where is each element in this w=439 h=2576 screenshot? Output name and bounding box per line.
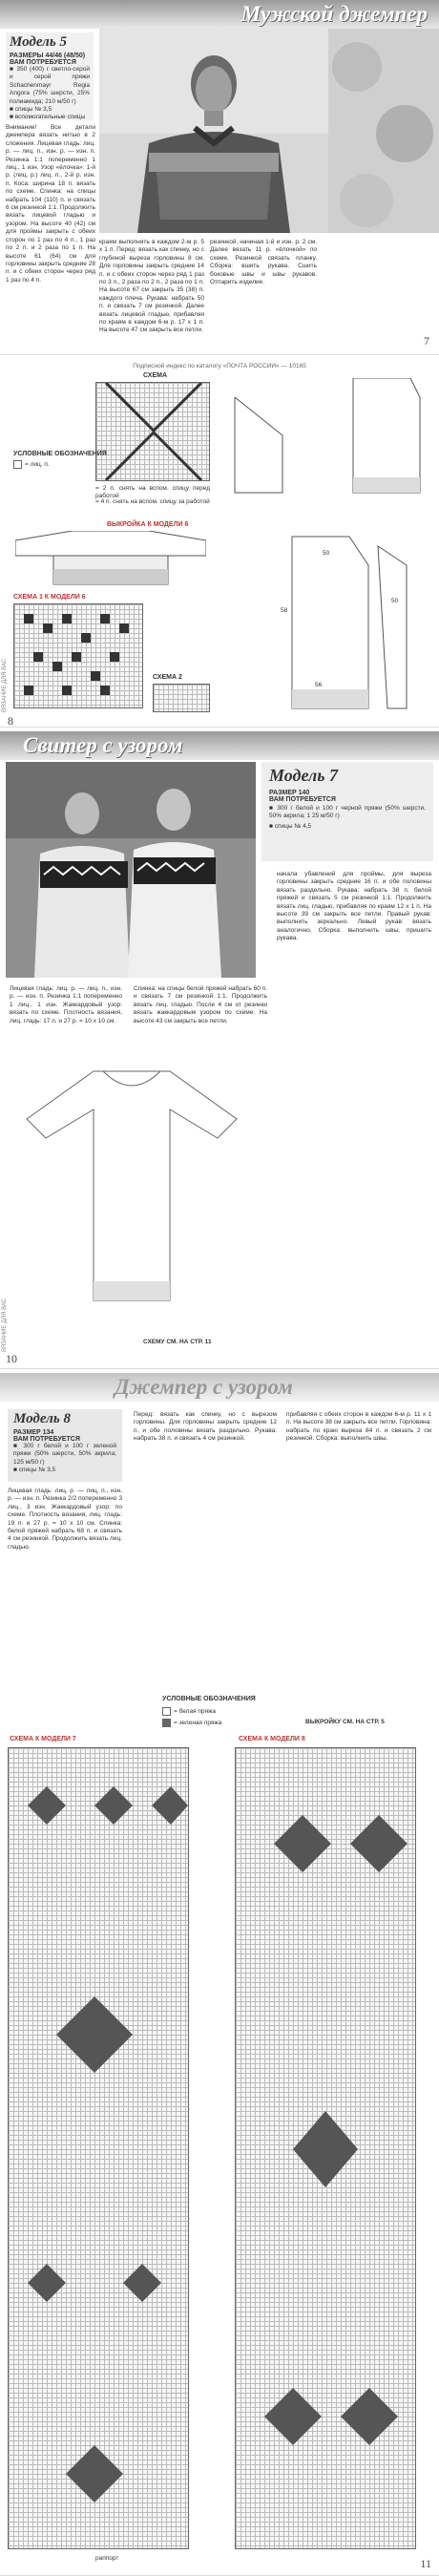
jacquard-scheme-8 [235,1747,416,2549]
material-line: ■ вспомогательные спицы [10,114,86,121]
jacquard-scheme-1 [13,603,143,708]
material-line: ■ спицы № 3,5 [10,106,52,114]
subscription-text: Подписной индекс по каталогу «ПОЧТА РОССИИ» — 10165 [133,363,306,370]
green-yarn-icon [162,1719,171,1727]
material-line: ■ 350 (400) г светло-серой и серой пряжи Schachenmayr Regia Angora (75% шерсти, 25% полиамида; 210 м/50 г) [10,66,90,105]
materials-heading: ВАМ ПОТРЕБУЕТСЯ [269,796,336,803]
instructions-right: начала убавлений для проймы, для выреза горловины закрыть средние 16 п. и обе половины вязать раздельно. Рукава: набрать 38 п. белой пряжей и связать 5 см резинкой 1:1. Продолжить вязать лиц. гладью, прибавляя по краям 12 х 1 п. На высоте 39 см закрыть все петли. Правый рукав: выполнить зеркально. Левый рукав: вязать аналогично. Сборка: выполнить швы, пришить рукава. [277,871,431,942]
man-sweater-photo [99,29,328,233]
model-info-box [261,762,433,861]
dimension-label: 50 [323,550,330,557]
page-number: 7 [424,334,429,348]
white-yarn-icon [162,1707,171,1716]
scheme-2-label: СХЕМА 2 [153,674,182,681]
pattern-6-label: ВЫКРОЙКА К МОДЕЛИ 6 [107,521,189,528]
page-title-banner [0,1373,439,1402]
dimension-label: 50 [391,598,399,604]
scheme-label: СХЕМА [143,372,168,379]
legend-text: = зеленая пряжа [174,1720,222,1727]
legend-text: = 2 п. снять на вспом. спицу перед работой [95,485,210,500]
scheme-1-label: СХЕМА 1 К МОДЕЛИ 6 [13,594,86,601]
size-label: РАЗМЕР 140 [269,790,310,796]
instructions-mid: Спинка: на спицы белой пряжей набрать 60 п. и связать 7 см резинкой 1:1. Продолжить вязать лиц. гладью. После 4 см от резинки вязать жаккардовым узором по схеме. На высоте 43 см закрыть все петли. [134,985,267,1024]
page-model-8 [0,1373,439,2576]
boys-sweaters-photo [6,762,256,978]
pattern-6-body-drawing [263,527,416,718]
model-label: Модель 8 [13,1411,71,1426]
instructions-col-1: Внимание! Все детали джемпера вязать нитью в 2 сложения. Лицевая гладь: лиц. р. — лиц. п., изн. р. — изн. п. Резинка 1:1 попеременно 1 лиц., 1 изн. Узор «ёлочка»: 1-й р. (лиц. р.) лиц. п., 2-й р. изн. п. Коса: ширина 18 п. вязать по схеме. Спинка: на спицы набрать 104 (110) п. и связать 6 см резинкой 1:1. Продолжить вязать лицевой гладью и узором. На высоте 40 (42) см для проймы закрыть с обеих сторон по 1 раз по 4 п., 1 раз по 2 п. и 2 раза по 1 п. На высоте 61 (64) см для горловины закрыть средние 28 п. и с обеих сторон через ряд 1 раз по 4 п. [6,124,95,284]
size-label: РАЗМЕР 134 [13,1429,54,1436]
pattern-reference: ВЫКРОЙКУ СМ. НА СТР. 5 [305,1719,385,1725]
legend-text: = 4 п. снять на вспом. спицу за работой [95,498,210,505]
autumn-leaves-photo [328,29,439,233]
instructions-mid: Перед: вязать как спинку, но с вырезом горловины. Для горловины закрыть средние 12 п. и обе половины вязать раздельно. Рукава: набрать 38 п. и связать 4 см резинкой. [134,1411,277,1443]
sleeve-pattern-drawing [225,397,302,531]
page-title: Мужской джемпер [240,2,428,26]
magazine-side-label: ВЯЗАНИЕ ДЛЯ ВАС [2,1298,8,1352]
material-line: ■ 300 г белой и 100 г зеленой пряжи (50% шерсти, 50% акрила; 125 м/50 г) [13,1443,116,1466]
page-model-6-patterns [0,359,439,728]
magazine-side-label: ВЯЗАНИЕ ДЛЯ ВАС [2,658,8,712]
materials-heading: ВАМ ПОТРЕБУЕТСЯ [10,59,76,66]
knit-stitch-icon [13,460,22,469]
page-title: Свитер с узором [23,733,183,757]
material-line: ■ спицы № 4,5 [269,822,312,830]
scheme-7-label: СХЕМА К МОДЕЛИ 7 [10,1736,76,1742]
scheme-8-label: СХЕМА К МОДЕЛИ 8 [239,1736,305,1742]
instructions-col-2: краям выполнять в каждом 2-м р. 5 х 1 п. Перед: вязать как спинку, но с глубиной выреза горловины 8 см. Для горловины закрыть средние 14 п. и с обеих сторон через ряд 1 раз по 3 п., 2 раза по 2 п., 2 раза по 1 п. На высоте 67 см закрыть 35 (38) п. каждого плеча. Рукава: набрать 50 п. и связать 7 см резинкой. Далее вязать лицевой гладью, прибавляя по краям в каждом 6-м р. 17 х 1 п. На высоте 47 см закрыть все петли. [99,239,204,334]
instructions-left: Лицевая гладь: лиц. р. — лиц. п., изн. р. — изн. п. Резинка 1:1 попеременно 1 лиц., 1 изн. Жаккардовый узор: вязать по схеме. Плотность вязания, лиц. гладь: 17 п. и 27 р. = 10 х 10 см. [10,985,122,1024]
dimension-label: 56 [315,682,323,688]
model-label: Модель 5 [10,34,67,50]
model-info-box [6,32,94,120]
legend-text: = белая пряжа [174,1708,216,1716]
legend-item [95,498,210,506]
scheme-reference: СХЕМУ СМ. НА СТР. 11 [143,1339,212,1345]
cable-scheme-grid [95,382,210,481]
legend-title: УСЛОВНЫЕ ОБОЗНАЧЕНИЯ [13,451,107,457]
legend-text: = лиц. п. [25,461,50,469]
dimension-label: 58 [281,607,288,614]
legend-item [162,1707,277,1717]
model-label: Модель 7 [269,766,338,785]
sweater-pattern-drawing [15,531,206,588]
page-model-7 [0,731,439,1369]
legend-title: УСЛОВНЫЕ ОБОЗНАЧЕНИЯ [162,1696,256,1702]
jacquard-scheme-2 [153,684,210,712]
page-number: 8 [8,714,13,728]
materials-heading: ВАМ ПОТРЕБУЕТСЯ [13,1436,80,1443]
subscription-line [0,363,439,370]
instructions-left: Лицевая гладь: лиц. р. — лиц. п., изн. р. — изн. п. Резинка 2/2 попеременно 3 лиц., 3 изн. Жаккардовый узор: по схеме. Плотность вязания, лиц. гладь: 19 п. и 27 р. = 10 х 10 см. Спинка: белой пряжей набрать 68 п. и связать 4 см резинкой. Продолжить вязать лиц. гладью. [8,1488,122,1551]
material-line: ■ 300 г белой и 100 г черной пряжи (50% шерсти, 50% акрила; 1 25 м/50 г) [269,805,426,820]
page-number: 11 [420,2557,431,2570]
instructions-col-3: резинкой, начиная 1-й и изн. р. 2 см. Далее вязать 11 р. «ёлочкой» по схеме. Резинкой связать планку. Сборка: вшить рукава. Сшить боковые швы и швы рукавов. Отпарить изделие. [210,239,317,286]
instructions-right: прибавляя с обеих сторон в каждом 6-м р. 11 х 1 п. На высоте 38 см закрыть все петли. Горловина: набрать по краю выреза 84 п. и связать 2 см резинкой. Сборка: выполнить швы. [286,1411,431,1443]
page-title-banner [0,731,439,760]
front-back-pattern-drawing [344,378,429,502]
sizes-label: РАЗМЕРЫ 44/46 (48/50) [10,53,86,59]
page-title-banner [0,0,439,29]
page-number: 10 [6,1352,17,1365]
page-model-5 [0,0,439,355]
legend-item [162,1719,277,1728]
sweater-pattern-drawing [8,1062,265,1348]
page-title: Джемпер с узором [115,1375,293,1399]
model-info-box [8,1409,122,1482]
jacquard-scheme-7 [8,1747,189,2549]
legend-item [13,460,90,470]
material-line: ■ спицы № 3,5 [13,1467,56,1474]
rapport-label: раппорт [95,2555,119,2562]
